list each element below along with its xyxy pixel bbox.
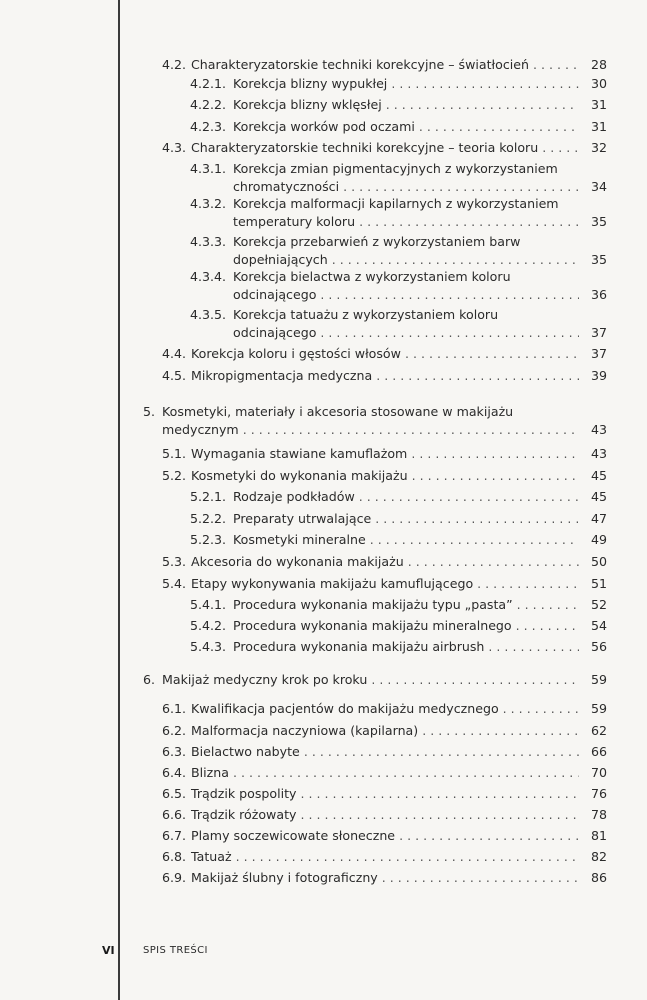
toc-entry — [162, 367, 607, 387]
toc-entry-title: Makijaż ślubny i fotograficzny — [191, 870, 378, 885]
dot-leader — [405, 345, 579, 363]
toc-entry — [190, 596, 607, 616]
toc-entry-number: 4.2. — [162, 57, 187, 72]
toc-entry-number: 5. — [143, 404, 156, 419]
dot-leader — [386, 96, 579, 114]
toc-entry-page: 35 — [590, 252, 607, 267]
toc-entry — [162, 445, 607, 465]
toc-entry-title-line2: medycznym — [162, 422, 239, 437]
dot-leader — [359, 488, 579, 506]
dot-leader — [359, 213, 579, 231]
toc-entry-title: Charakteryzatorskie techniki korekcyjne – teoria koloru — [191, 140, 539, 155]
toc-entry-page: 51 — [590, 576, 607, 591]
toc-entry — [190, 160, 607, 200]
toc-entry-number: 4.3.1. — [190, 161, 227, 176]
toc-entry-number: 6.9. — [162, 870, 187, 885]
dot-leader — [488, 638, 579, 656]
toc-entry-title: Korekcja blizny wklęsłej — [233, 97, 382, 112]
toc-entry — [162, 56, 607, 76]
toc-entry — [190, 233, 607, 273]
toc-entry-page: 56 — [590, 639, 607, 654]
toc-entry-page: 86 — [590, 870, 607, 885]
toc-entry — [162, 345, 607, 365]
toc-entry-page: 78 — [590, 807, 607, 822]
toc-entry-page: 50 — [590, 554, 607, 569]
toc-entry — [190, 96, 607, 116]
dot-leader — [332, 251, 579, 269]
dot-leader — [375, 510, 579, 528]
toc-entry-number: 4.3.4. — [190, 269, 227, 284]
toc-entry-page: 31 — [590, 119, 607, 134]
toc-entry-number: 5.4. — [162, 576, 187, 591]
dot-leader — [477, 575, 579, 593]
toc-entry-page: 81 — [590, 828, 607, 843]
toc-entry — [162, 139, 607, 159]
dot-leader — [503, 700, 579, 718]
dot-leader — [343, 178, 579, 196]
dot-leader — [422, 722, 579, 740]
dot-leader — [399, 827, 579, 845]
toc-entry-number: 6.6. — [162, 807, 187, 822]
footer-section-label: SPIS TREŚCI — [143, 945, 208, 956]
toc-entry-title: Preparaty utrwalające — [233, 511, 372, 526]
toc-entry-title: Kwalifikacja pacjentów do makijażu medycznego — [191, 701, 499, 716]
toc-entry — [190, 306, 607, 346]
toc-entry-title-line1: Korekcja bielactwa z wykorzystaniem koloru — [233, 269, 511, 284]
toc-entry-title-line2: chromatyczności — [233, 179, 340, 194]
toc-entry-title: Procedura wykonania makijażu typu „pasta” — [233, 597, 513, 612]
toc-entry-title-line2: odcinającego — [233, 325, 317, 340]
toc-entry — [162, 700, 607, 720]
toc-entry-title: Korekcja blizny wypukłej — [233, 76, 388, 91]
toc-entry — [162, 827, 607, 847]
toc-entry-page: 34 — [590, 179, 607, 194]
toc-entry-number: 4.5. — [162, 368, 187, 383]
toc-entry — [162, 785, 607, 805]
toc-entry-number: 5.4.1. — [190, 597, 227, 612]
toc-entry-page: 43 — [590, 446, 607, 461]
toc-entry-page: 66 — [590, 744, 607, 759]
toc-entry-page: 52 — [590, 597, 607, 612]
toc-entry-page: 59 — [590, 672, 607, 687]
toc-entry-number: 6.4. — [162, 765, 187, 780]
dot-leader — [376, 367, 579, 385]
toc-entry-number: 5.1. — [162, 446, 187, 461]
dot-leader — [533, 56, 579, 74]
toc-entry-title: Malformacja naczyniowa (kapilarna) — [191, 723, 419, 738]
dot-leader — [304, 743, 579, 761]
toc-entry-title: Kosmetyki do wykonania makijażu — [191, 468, 408, 483]
toc-entry-title: Korekcja worków pod oczami — [233, 119, 415, 134]
toc-entry — [190, 488, 607, 508]
toc-entry-number: 5.2.2. — [190, 511, 227, 526]
toc-entry — [190, 75, 607, 95]
toc-entry-title: Trądzik pospolity — [191, 786, 297, 801]
dot-leader — [370, 531, 579, 549]
toc-entry-page: 39 — [590, 368, 607, 383]
dot-leader — [419, 118, 579, 136]
toc-entry — [143, 671, 607, 691]
toc-entry-page: 43 — [590, 422, 607, 437]
toc-entry-title: Trądzik różowaty — [191, 807, 297, 822]
footer-page-number: VI — [102, 944, 115, 957]
dot-leader — [236, 848, 579, 866]
toc-entry-title-line1: Korekcja tatuażu z wykorzystaniem koloru — [233, 307, 499, 322]
toc-entry-number: 4.2.1. — [190, 76, 227, 91]
toc-entry — [162, 553, 607, 573]
toc-entry-title: Plamy soczewicowate słoneczne — [191, 828, 396, 843]
dot-leader — [542, 139, 579, 157]
toc-entry-page: 45 — [590, 468, 607, 483]
toc-entry-page: 32 — [590, 140, 607, 155]
toc-entry-number: 6.5. — [162, 786, 187, 801]
toc-entry — [190, 268, 607, 308]
toc-entry-title: Tatuaż — [191, 849, 232, 864]
toc-entry-number: 5.2. — [162, 468, 187, 483]
toc-entry-number: 6.3. — [162, 744, 187, 759]
toc-entry-number: 4.2.3. — [190, 119, 227, 134]
toc-entry-number: 6.8. — [162, 849, 187, 864]
toc-entry-title-line2: odcinającego — [233, 287, 317, 302]
toc-entry-number: 4.3.3. — [190, 234, 227, 249]
toc-entry-page: 36 — [590, 287, 607, 302]
toc-entry-number: 6.7. — [162, 828, 187, 843]
toc-entry-number: 5.2.1. — [190, 489, 227, 504]
toc-entry-page: 30 — [590, 76, 607, 91]
toc-entry-number: 4.3.2. — [190, 196, 227, 211]
toc-entry-page: 82 — [590, 849, 607, 864]
dot-leader — [320, 324, 579, 342]
toc-entry-number: 5.2.3. — [190, 532, 227, 547]
toc-entry — [190, 118, 607, 138]
toc-entry-title: Mikropigmentacja medyczna — [191, 368, 373, 383]
toc-entry-title: Makijaż medyczny krok po kroku — [162, 672, 368, 687]
toc-entry-page: 35 — [590, 214, 607, 229]
toc-entry — [162, 848, 607, 868]
toc-entry-title: Akcesoria do wykonania makijażu — [191, 554, 404, 569]
toc-entry-title: Blizna — [191, 765, 229, 780]
toc-entry — [162, 764, 607, 784]
toc-entry — [190, 638, 607, 658]
toc-entry-title-line2: temperatury koloru — [233, 214, 356, 229]
toc-entry — [190, 510, 607, 530]
toc-entry-page: 31 — [590, 97, 607, 112]
toc-entry — [190, 195, 607, 235]
dot-leader — [243, 421, 579, 439]
toc-entry-title: Procedura wykonania makijażu airbrush — [233, 639, 485, 654]
toc-entry-title: Procedura wykonania makijażu mineralnego — [233, 618, 512, 633]
dot-leader — [233, 764, 579, 782]
dot-leader — [391, 75, 579, 93]
toc-entry — [190, 531, 607, 551]
toc-entry-title-line1: Korekcja przebarwień z wykorzystaniem barw — [233, 234, 521, 249]
toc-entry-number: 6. — [143, 672, 156, 687]
toc-entry — [162, 575, 607, 595]
toc-entry-page: 28 — [590, 57, 607, 72]
toc-entry-page: 59 — [590, 701, 607, 716]
toc-entry-page: 45 — [590, 489, 607, 504]
toc-entry — [162, 806, 607, 826]
toc-entry-title: Bielactwo nabyte — [191, 744, 300, 759]
toc-entry — [162, 722, 607, 742]
toc-entry-page: 54 — [590, 618, 607, 633]
toc-entry-title: Kosmetyki mineralne — [233, 532, 366, 547]
dot-leader — [411, 445, 579, 463]
dot-leader — [371, 671, 579, 689]
dot-leader — [412, 467, 579, 485]
toc-entry-page: 76 — [590, 786, 607, 801]
toc-entry-title-line1: Korekcja zmian pigmentacyjnych z wykorzystaniem — [233, 161, 558, 176]
toc-entry-page: 49 — [590, 532, 607, 547]
dot-leader — [300, 785, 579, 803]
toc-entry-page: 37 — [590, 346, 607, 361]
toc-entry-title: Charakteryzatorskie techniki korekcyjne – światłocień — [191, 57, 529, 72]
toc-entry-title-line2: dopełniających — [233, 252, 328, 267]
dot-leader — [300, 806, 579, 824]
toc-entry — [190, 617, 607, 637]
toc-entry-title-line1: Korekcja malformacji kapilarnych z wykorzystaniem — [233, 196, 559, 211]
toc-entry-number: 5.3. — [162, 554, 187, 569]
toc-entry — [162, 869, 607, 889]
dot-leader — [516, 617, 579, 635]
toc-entry-number: 6.2. — [162, 723, 187, 738]
toc-entry-title-line1: Kosmetyki, materiały i akcesoria stosowane w makijażu — [162, 404, 514, 419]
toc-entry-title: Etapy wykonywania makijażu kamuflującego — [191, 576, 474, 591]
toc-entry-title: Wymagania stawiane kamuflażom — [191, 446, 408, 461]
dot-leader — [408, 553, 579, 571]
toc-entry-number: 4.3. — [162, 140, 187, 155]
dot-leader — [382, 869, 579, 887]
toc-entry — [162, 467, 607, 487]
toc-entry — [162, 743, 607, 763]
toc-entry-title: Korekcja koloru i gęstości włosów — [191, 346, 401, 361]
toc-entry-page: 70 — [590, 765, 607, 780]
dot-leader — [320, 286, 579, 304]
toc-entry-page: 47 — [590, 511, 607, 526]
toc-entry-number: 6.1. — [162, 701, 187, 716]
toc-entry-title: Rodzaje podkładów — [233, 489, 355, 504]
toc-entry-number: 4.3.5. — [190, 307, 227, 322]
dot-leader — [517, 596, 579, 614]
toc-entry-page: 62 — [590, 723, 607, 738]
toc-entry-page: 37 — [590, 325, 607, 340]
toc-entry-number: 4.4. — [162, 346, 187, 361]
toc-entry-number: 5.4.2. — [190, 618, 227, 633]
toc-entry — [143, 403, 607, 443]
toc-entry-number: 5.4.3. — [190, 639, 227, 654]
toc-entry-number: 4.2.2. — [190, 97, 227, 112]
